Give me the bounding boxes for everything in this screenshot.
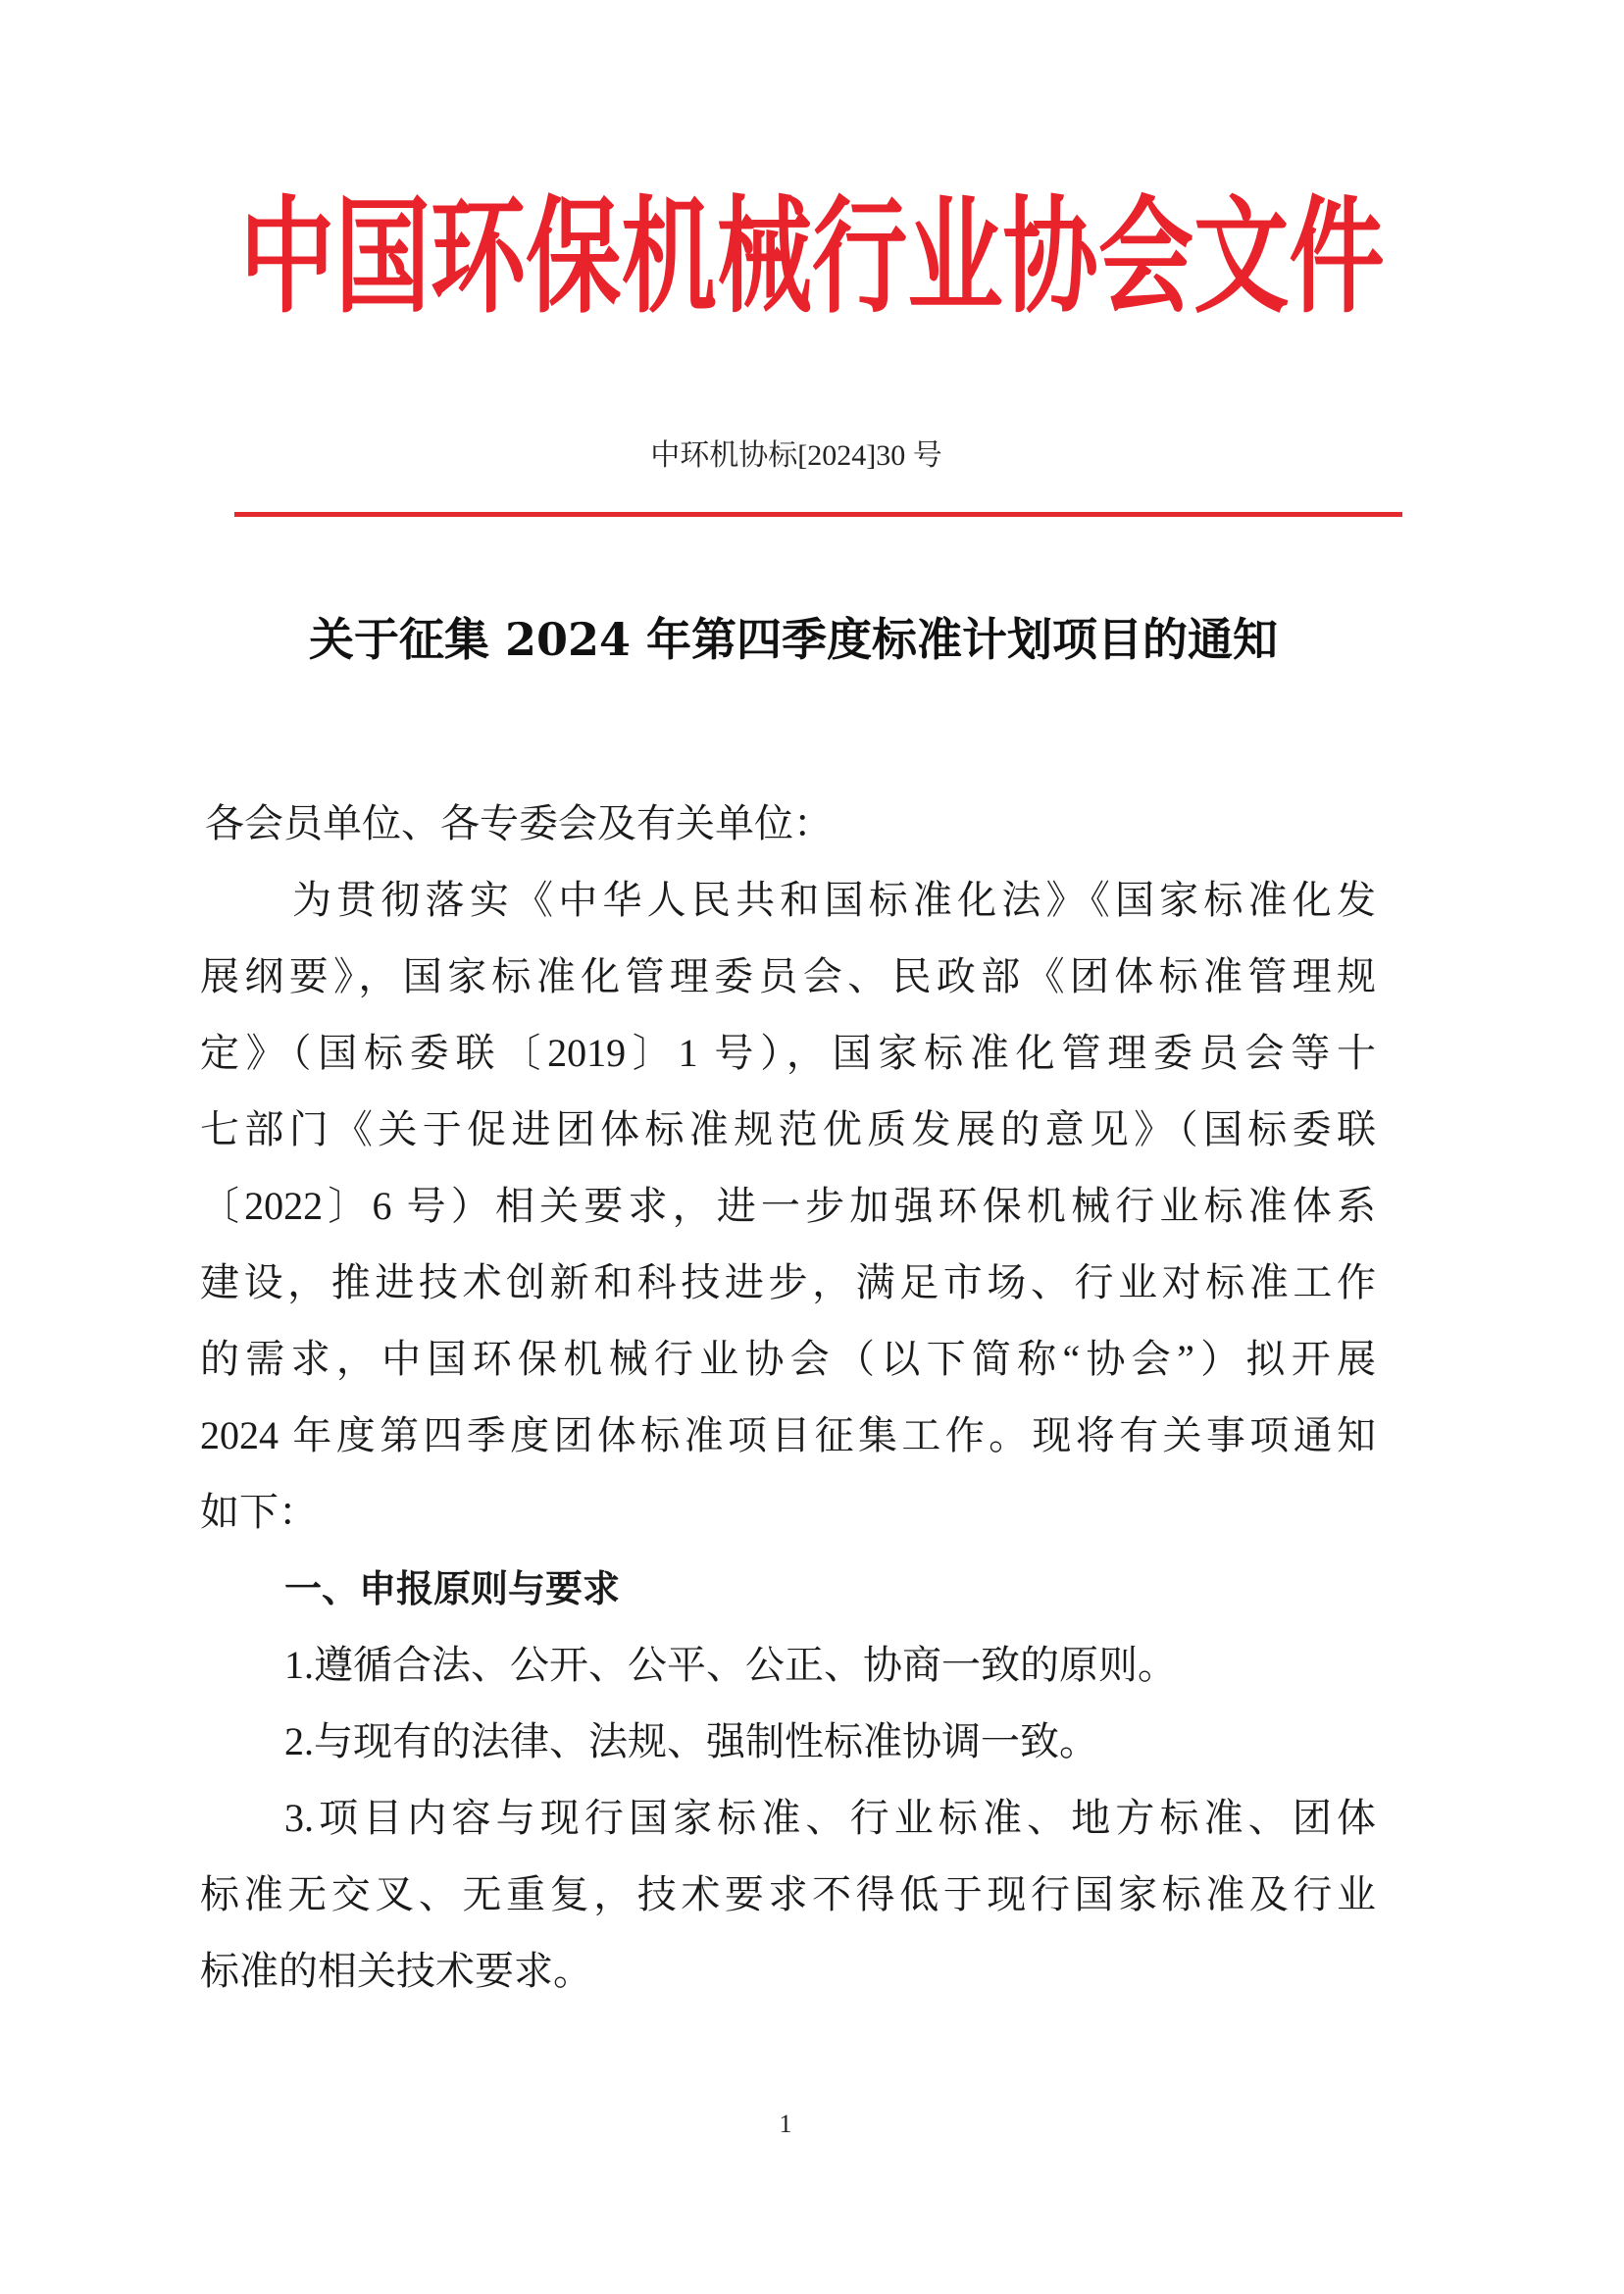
intro-line: 七部门《关于促进团体标准规范优质发展的意见》（国标委联 [200,1107,1376,1151]
page-number: 1 [779,2110,792,2138]
notice-body [200,786,1376,2010]
intro-line: 〔2022〕6 号）相关要求，进一步加强环保机械行业标准体系 [200,1184,1376,1228]
notice-title: 关于征集 2024 年第四季度标准计划项目的通知 [308,613,1279,666]
masthead [0,183,1624,331]
requirement-line: 标准无交叉、无重复，技术要求不得低于现行国家标准及行业 [200,1872,1376,1916]
red-divider-line [234,512,1402,517]
requirement-item [200,1704,1376,1780]
salutation: 各会员单位、各专委会及有关单位： [205,801,833,845]
section-principles [200,1551,1376,2010]
intro-line: 建设，推进技术创新和科技进步，满足市场、行业对标准工作 [200,1260,1376,1304]
masthead-title: 中国环保机械行业协会文件 [239,183,1385,331]
document-number: 中环机协标[2024]30 号 [650,439,942,472]
intro-paragraph [200,862,1376,1551]
requirement-line: 2.与现有的法律、法规、强制性标准协调一致。 [284,1719,1098,1763]
intro-line: 为贯彻落实《中华人民共和国标准化法》《国家标准化发 [292,878,1376,922]
requirement-line: 1.遵循合法、公开、公平、公正、协商一致的原则。 [284,1643,1177,1687]
requirement-line: 3.项目内容与现行国家标准、行业标准、地方标准、团体 [284,1796,1376,1840]
intro-line: 定》（国标委联〔2019〕1 号），国家标准化管理委员会等十 [200,1031,1376,1075]
intro-line: 2024 年度第四季度团体标准项目征集工作。现将有关事项通知 [200,1413,1376,1457]
section-heading: 一、申报原则与要求 [284,1567,621,1610]
requirement-item [200,1627,1376,1704]
intro-line: 如下： [200,1490,318,1534]
requirement-line: 标准的相关技术要求。 [200,1949,592,1993]
intro-line: 的需求，中国环保机械行业协会（以下简称“协会”）拟开展 [200,1337,1376,1381]
requirement-item [200,1780,1376,2010]
intro-line: 展纲要》，国家标准化管理委员会、民政部《团体标准管理规 [200,954,1376,998]
